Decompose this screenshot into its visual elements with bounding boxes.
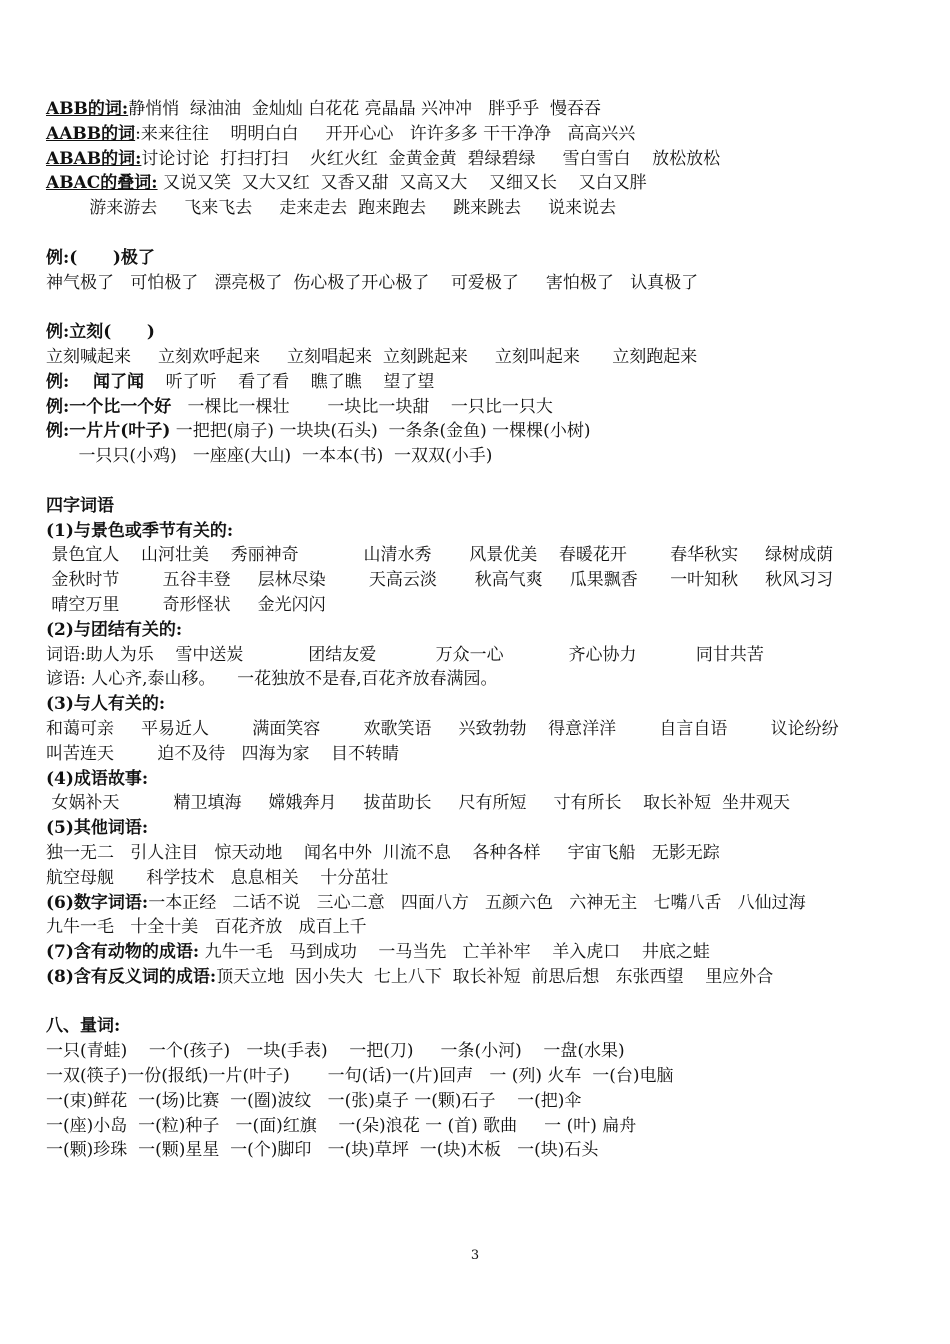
antonym-idioms-words: 顶天立地 因小失大 七上八下 取长补短 前思后想 东张西望 里应外合 bbox=[216, 966, 774, 987]
scenery-words-3: 晴空万里 奇形怪状 金光闪闪 bbox=[46, 594, 326, 615]
scenery-words-1: 景色宜人 山河壮美 秀丽神奇 山清水秀 风景优美 春暖花开 春华秋实 绿树成荫 bbox=[46, 545, 834, 566]
idiom-story-label: (4)成语故事: bbox=[46, 768, 149, 789]
other-words-1: 独一无二 引人注目 惊天动地 闻名中外 川流不息 各种各样 宇宙飞船 无影无踪 bbox=[46, 842, 720, 863]
number-idioms-line bbox=[46, 891, 908, 916]
abb-line bbox=[46, 97, 908, 122]
people-words-1: 和蔼可亲 平易近人 满面笑容 欢歌笑语 兴致勃勃 得意洋洋 自言自语 议论纷纷 bbox=[46, 718, 839, 739]
other-words-label: (5)其他词语: bbox=[46, 818, 149, 839]
unity-label: (2)与团结有关的: bbox=[46, 619, 183, 640]
animal-idioms-line bbox=[46, 940, 908, 965]
measure-words-1: 一只(青蛙) 一个(孩子) 一块(手表) 一把(刀) 一条(小河) 一盘(水果) bbox=[46, 1041, 625, 1062]
pian-line bbox=[46, 419, 908, 444]
abab-words: 讨论讨论 打扫打扫 火红火红 金黄金黄 碧绿碧绿 雪白雪白 放松放松 bbox=[141, 148, 721, 169]
scenery-words-2: 金秋时节 五谷丰登 层林尽染 天高云淡 秋高气爽 瓜果飘香 一叶知秋 秋风习习 bbox=[46, 570, 834, 591]
measure-words-5: 一(颗)珍珠 一(颗)星星 一(个)脚印 一(块)草坪 一(块)木板 一(块)石头 bbox=[46, 1140, 599, 1161]
spacer bbox=[46, 990, 908, 1015]
pian-continued: 一只只(小鸡) 一座座(大山) 一本本(书) 一双双(小手) bbox=[46, 446, 493, 467]
abab-label: ABAB的词: bbox=[46, 148, 142, 169]
abac-label: ABAC的叠词: bbox=[46, 173, 158, 194]
four-char-title: 四字词语 bbox=[46, 495, 114, 516]
idiom-story-words: 女娲补天 精卫填海 嫦娥奔月 拔苗助长 尺有所短 寸有所长 取长补短 坐井观天 bbox=[46, 793, 790, 814]
bi-label: 例:一个比一个好 bbox=[46, 396, 172, 417]
abac-line bbox=[46, 171, 908, 196]
aabb-label: AABB的词 bbox=[46, 123, 136, 144]
people-words-2: 叫苦连天 迫不及待 四海为家 目不转睛 bbox=[46, 743, 400, 764]
pian-words: 一把把(扇子) 一块块(石头) 一条条(金鱼) 一棵棵(小树) bbox=[170, 421, 591, 442]
wen-words: 听了听 看了看 瞧了瞧 望了望 bbox=[143, 371, 435, 392]
abac-continued: 游来游去 飞来飞去 走来走去 跑来跑去 跳来跳去 说来说去 bbox=[46, 198, 617, 219]
measure-words-title: 八、量词: bbox=[46, 1016, 121, 1037]
measure-words-4: 一(座)小岛 一(粒)种子 一(面)红旗 一(朵)浪花 一 (首) 歌曲 一 (叶) 扁舟 bbox=[46, 1115, 637, 1136]
ji-le-words: 神气极了 可怕极了 漂亮极了 伤心极了开心极了 可爱极了 害怕极了 认真极了 bbox=[46, 272, 699, 293]
aabb-words: :来来往往 明明白白 开开心心 许许多多 干干净净 高高兴兴 bbox=[135, 123, 636, 144]
antonym-idioms-label: (8)含有反义词的成语: bbox=[46, 966, 217, 987]
number-idioms-label: (6)数字词语: bbox=[46, 892, 149, 913]
wen-line bbox=[46, 370, 908, 395]
animal-idioms-words: 九牛一毛 马到成功 一马当先 亡羊补牢 羊入虎口 井底之蛙 bbox=[199, 942, 710, 963]
wen-label: 例: 闻了闻 bbox=[46, 371, 144, 392]
ji-le-label: 例:( )极了 bbox=[46, 247, 155, 268]
measure-words-3: 一(束)鲜花 一(场)比赛 一(圈)波纹 一(张)桌子 一(颗)石子 一(把)伞 bbox=[46, 1090, 582, 1111]
abab-line bbox=[46, 147, 908, 172]
bi-words: 一棵比一棵壮 一块比一块甜 一只比一只大 bbox=[171, 396, 553, 417]
abac-words: 又说又笑 又大又红 又香又甜 又高又大 又细又长 又白又胖 bbox=[157, 173, 647, 194]
people-label: (3)与人有关的: bbox=[46, 694, 166, 715]
unity-proverbs: 谚语: 人心齐,泰山移。 一花独放不是春,百花齐放春满园。 bbox=[46, 669, 498, 690]
unity-words: 词语:助人为乐 雪中送炭 团结友爱 万众一心 齐心协力 同甘共苦 bbox=[46, 644, 764, 665]
document-body bbox=[46, 97, 908, 1163]
animal-idioms-label: (7)含有动物的成语: bbox=[46, 942, 200, 963]
bi-line bbox=[46, 395, 908, 420]
pian-label: 例:一片片(叶子) bbox=[46, 421, 171, 442]
number-idioms-words-2: 九牛一毛 十全十美 百花齐放 成百上千 bbox=[46, 917, 367, 938]
spacer bbox=[46, 469, 908, 494]
measure-words-2: 一双(筷子)一份(报纸)一片(叶子) 一句(话)一(片)回声 一 (列) 火车 一(台)电脑 bbox=[46, 1066, 674, 1087]
other-words-2: 航空母舰 科学技术 息息相关 十分茁壮 bbox=[46, 867, 389, 888]
spacer bbox=[46, 295, 908, 320]
abb-words: 静悄悄 绿油油 金灿灿 白花花 亮晶晶 兴冲冲 胖乎乎 慢吞吞 bbox=[128, 99, 602, 119]
scenery-label: (1)与景色或季节有关的: bbox=[46, 520, 234, 541]
number-idioms-words: 一本正经 二话不说 三心二意 四面八方 五颜六色 六神无主 七嘴八舌 八仙过海 bbox=[148, 892, 806, 913]
li-ke-label: 例:立刻( ) bbox=[46, 322, 155, 343]
aabb-line bbox=[46, 122, 908, 147]
page-number: 3 bbox=[470, 1248, 480, 1263]
abb-label: ABB的词: bbox=[46, 99, 129, 119]
li-ke-words: 立刻喊起来 立刻欢呼起来 立刻唱起来 立刻跳起来 立刻叫起来 立刻跑起来 bbox=[46, 346, 698, 367]
spacer bbox=[46, 221, 908, 246]
antonym-idioms-line bbox=[46, 965, 908, 990]
